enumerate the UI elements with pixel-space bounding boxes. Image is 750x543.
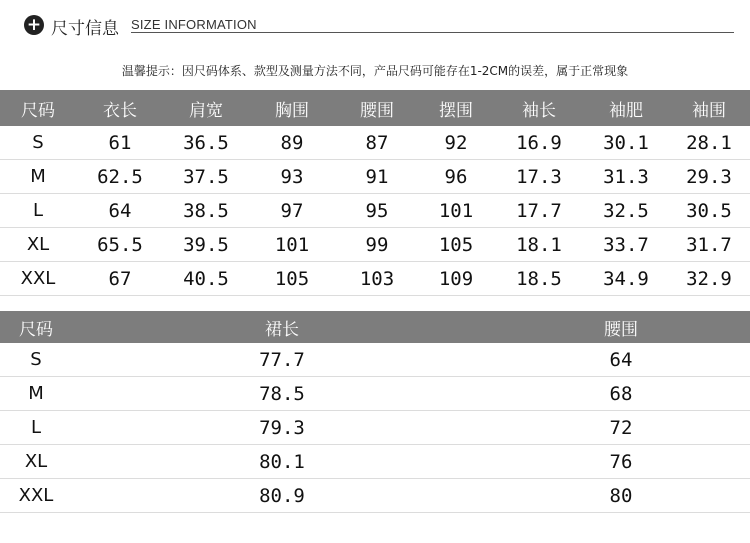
header-divider (131, 32, 734, 33)
top-table-header (0, 90, 750, 126)
measurement-cell: 39.5 (164, 228, 248, 262)
measurement-cell: 16.9 (494, 126, 584, 160)
measurement-cell: 72 (492, 411, 750, 445)
measurement-cell: 99 (336, 228, 418, 262)
measurement-cell: 105 (418, 228, 494, 262)
measurement-cell: 89 (248, 126, 336, 160)
size-label: M (0, 377, 72, 411)
table-row (0, 194, 750, 228)
top-header-cell: 摆围 (418, 90, 494, 126)
measurement-cell: 17.7 (494, 194, 584, 228)
measurement-cell: 101 (248, 228, 336, 262)
measurement-cell: 105 (248, 262, 336, 296)
measurement-cell: 32.5 (584, 194, 668, 228)
top-header-cell: 袖肥 (584, 90, 668, 126)
skirt-size-table (0, 311, 750, 513)
measurement-cell: 109 (418, 262, 494, 296)
size-label: XL (0, 445, 72, 479)
measurement-cell: 32.9 (668, 262, 750, 296)
top-header-cell: 腰围 (336, 90, 418, 126)
measurement-notice: 温馨提示：因尺码体系、款型及测量方法不同，产品尺码可能存在1-2CM的误差，属于正常现象 (121, 64, 629, 78)
size-label: XL (0, 228, 76, 262)
skirt-header-cell: 腰围 (492, 311, 750, 343)
measurement-cell: 64 (492, 343, 750, 377)
size-label: L (0, 194, 76, 228)
size-label: M (0, 160, 76, 194)
measurement-cell: 18.1 (494, 228, 584, 262)
skirt-header-cell: 裙长 (72, 311, 492, 343)
measurement-cell: 37.5 (164, 160, 248, 194)
table-row (0, 126, 750, 160)
top-header-cell: 尺码 (0, 90, 76, 126)
measurement-cell: 64 (76, 194, 164, 228)
measurement-cell: 79.3 (72, 411, 492, 445)
measurement-cell: 101 (418, 194, 494, 228)
top-header-cell: 袖围 (668, 90, 750, 126)
table-row (0, 479, 750, 513)
measurement-cell: 97 (248, 194, 336, 228)
measurement-cell: 38.5 (164, 194, 248, 228)
measurement-cell: 30.1 (584, 126, 668, 160)
table-row (0, 160, 750, 194)
title-english: SIZE INFORMATION (131, 17, 257, 32)
top-header-cell: 肩宽 (164, 90, 248, 126)
size-label: S (0, 126, 76, 160)
measurement-cell: 62.5 (76, 160, 164, 194)
skirt-header-cell: 尺码 (0, 311, 72, 343)
measurement-cell: 92 (418, 126, 494, 160)
measurement-cell: 31.7 (668, 228, 750, 262)
skirt-table-header (0, 311, 750, 343)
measurement-cell: 103 (336, 262, 418, 296)
section-header (24, 12, 734, 40)
table-row (0, 411, 750, 445)
size-label: S (0, 343, 72, 377)
measurement-cell: 96 (418, 160, 494, 194)
measurement-cell: 76 (492, 445, 750, 479)
measurement-cell: 67 (76, 262, 164, 296)
measurement-cell: 33.7 (584, 228, 668, 262)
table-row (0, 377, 750, 411)
measurement-cell: 31.3 (584, 160, 668, 194)
table-row (0, 228, 750, 262)
plus-circle-icon: + (24, 15, 44, 35)
size-label: XXL (0, 262, 76, 296)
measurement-cell: 87 (336, 126, 418, 160)
measurement-cell: 95 (336, 194, 418, 228)
measurement-cell: 91 (336, 160, 418, 194)
measurement-cell: 80.1 (72, 445, 492, 479)
top-header-cell: 袖长 (494, 90, 584, 126)
measurement-cell: 40.5 (164, 262, 248, 296)
top-size-table (0, 90, 750, 296)
measurement-cell: 17.3 (494, 160, 584, 194)
measurement-cell: 65.5 (76, 228, 164, 262)
measurement-cell: 28.1 (668, 126, 750, 160)
measurement-cell: 61 (76, 126, 164, 160)
table-row (0, 262, 750, 296)
measurement-cell: 80 (492, 479, 750, 513)
measurement-cell: 80.9 (72, 479, 492, 513)
table-row (0, 343, 750, 377)
top-header-cell: 胸围 (248, 90, 336, 126)
measurement-cell: 29.3 (668, 160, 750, 194)
measurement-cell: 36.5 (164, 126, 248, 160)
measurement-cell: 68 (492, 377, 750, 411)
table-row (0, 445, 750, 479)
size-label: XXL (0, 479, 72, 513)
measurement-cell: 18.5 (494, 262, 584, 296)
measurement-cell: 30.5 (668, 194, 750, 228)
title-chinese: 尺寸信息 (51, 19, 119, 39)
measurement-cell: 77.7 (72, 343, 492, 377)
measurement-cell: 78.5 (72, 377, 492, 411)
top-header-cell: 衣长 (76, 90, 164, 126)
size-label: L (0, 411, 72, 445)
measurement-cell: 34.9 (584, 262, 668, 296)
measurement-cell: 93 (248, 160, 336, 194)
